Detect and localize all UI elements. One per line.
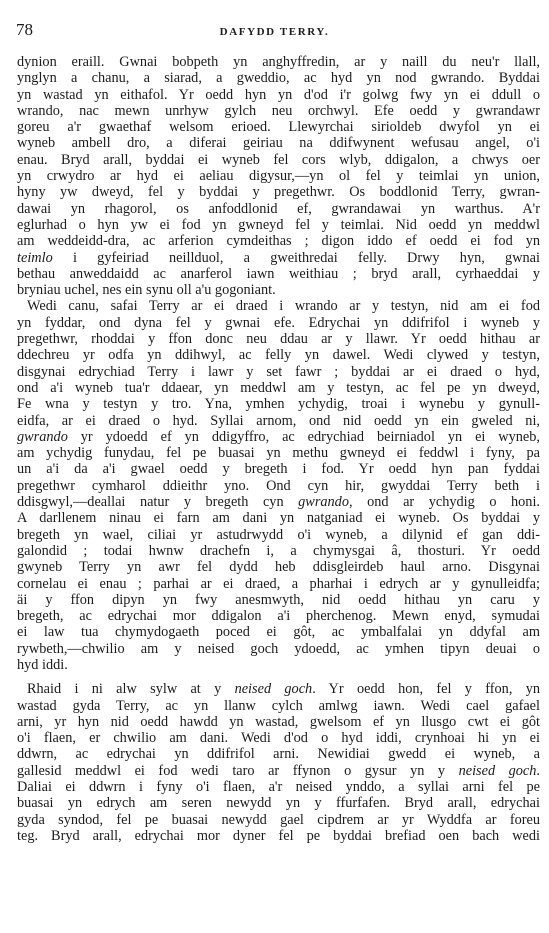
text-line: am ychydig funydau, fel pe buasai yn methu gwneyd ei feddwl i fyny, pa [17, 445, 540, 462]
text-line: cornelau ei enau ; parhai ar ei draed, a pharhai i edrych ar y gynulleidfa; [17, 575, 540, 592]
paragraph-gap [17, 673, 540, 681]
text-line: un a'i da a'i gwael oedd y bregeth i fod. Yr oedd hyn pan fyddai [17, 461, 540, 478]
text-line: Wedi canu, safai Terry ar ei draed i wrando ar y testyn, nid am ei fod [27, 298, 540, 315]
text-line: rywbeth,—chwilio am y neised goch ydoedd, ac ymhen tipyn deuai o [17, 640, 540, 657]
text-line: disgynai edrychiad Terry i lawr y set fawr ; byddai ar ei draed o hyd, [17, 363, 540, 380]
text-line: am weddeidd-dra, ac arferion cymdeithas ; digon iddo ef oedd ei fod yn [17, 233, 540, 250]
running-head: DAFYDD TERRY. [219, 26, 330, 38]
text-line: wastad gyda Terry, ac yn llanw cylch amlwg iawn. Wedi cael gafael [17, 697, 540, 714]
text-line: ond a'i wyneb tua'r ddaear, yn meddwl am y testyn, ac fel pe yn dweyd, [17, 379, 540, 396]
text-line: ddechreu yr odfa yn ddihwyl, ac felly yn dawel. Wedi clywed y testyn, [17, 347, 540, 364]
text-line: o'i flaen, er chwilio am dani. Wedi d'od o hyd iddi, crynhoai hi yn ei [17, 730, 540, 747]
text-line: Rhaid i ni alw sylw at y neised goch. Yr oedd hon, fel y ffon, yn [27, 681, 540, 698]
text-line: äi y ffon dipyn yn fwy anesmwyth, nid oedd hithau yn caru y [17, 591, 540, 608]
text-line: arni, yr hyn nid oedd hawdd yn wastad, gwelsom ef yn llusgo cwt ei gôt [17, 713, 540, 730]
text-line: teimlo i gyfeiriad neillduol, a gweithredai felly. Drwy hyn, gwnai [17, 249, 540, 266]
text-line: enau. Bryd arall, byddai ei wyneb fel cors wlyb, ddigalon, a chwys oer [17, 151, 540, 168]
text-line: buasai yn edrych am seren newydd yn y ffurfafen. Bryd arall, edrychai [17, 795, 540, 812]
text-line: ddisgwyl,—deallai natur y bregeth cyn gwrando, ond ar ychydig o honi. [17, 494, 541, 511]
text-line: goreu a'r gwaethaf welsom erioed. Llewyrchai sirioldeb dwyfol yn ei [17, 119, 540, 136]
text-line: hyd iddi. [17, 656, 68, 673]
text-line: galondid ; todai hwnw drachefn i, a chymysgai â, thosturi. Yr oedd [17, 542, 540, 559]
text-line: yn wastad yn eithafol. Yr oedd hyn yn d'od i'r golwg fwy yn ei ddull o [17, 86, 540, 103]
text-line: bregeth, ac edrychai mor ddigalon a'i pherchenog. Mewn enyd, symudai [17, 608, 540, 625]
paragraph [17, 681, 540, 844]
text-line: ynglyn a chanu, a siarad, a gweddio, ac hyd yn nod gwrando. Byddai [17, 70, 540, 87]
text-line: pregethwr, rhoddai y ffon donc neu ddau ar y llawr. Yr oedd hithau ar [17, 331, 540, 348]
text-line: eglurhad o hyn yw ei fod yn gwneyd fel y teimlai. Nid oedd yn meddwl [17, 216, 540, 233]
text-line: wrando, nac mewn unrhyw gylch neu orchwyl. Efe oedd y gwrandawr [17, 102, 540, 119]
text-line: yn fyddar, ond dyna fel y gwnai efe. Edrychai yn ddifrifol i wyneb y [17, 314, 540, 331]
text-line: gallesid meddwl ei fod wedi taro ar ffynon o gysur yn y neised goch. [17, 762, 540, 779]
text-line: dawai yn rhagorol, os anfoddlonid ef, gwrandawai yn warthus. A'r [17, 200, 540, 217]
page-number: 78 [16, 20, 33, 39]
text-line: yn crwydro ar hyd ei aeliau digysur,—yn ol fel y teimlai yn union, [17, 168, 540, 185]
text-line: gyda syndod, fel pe buasai newydd gael cipdrem ar yr Wyddfa ar foreu [17, 811, 540, 828]
text-line: gwyneb Terry yn awr fel dydd heb ddisgleirdeb haul arno. Disgynai [17, 559, 540, 576]
text-line: ei law tua chymydogaeth poced ei gôt, ac ymbalfalai yn ddyfal am [17, 624, 540, 641]
text-line: Daliai ei ddwrn i fyny o'i flaen, a'r neised ynddo, a syllai arni fel pe [17, 779, 540, 796]
text-line: pregethwr cymharol ddieithr yno. Ond cyn hir, gwyddai Terry beth i [17, 477, 540, 494]
text-line: bryniau uchel, nes ein synu oll a'u gogoniant. [17, 282, 276, 299]
text-line: Fe wna y testyn y tro. Yna, ymhen ychydig, troai i wynebu y gynull- [17, 396, 540, 413]
text-line: A darllenem ninau ei farn am dani yn natganiad ei wyneb. Os byddai y [17, 510, 540, 527]
text-line: bethau anweddaidd ac anarferol iawn weithiau ; bryd arall, cyrhaeddai y [17, 265, 540, 282]
text-line: hyny yw dweyd, fel y byddai y pregethwr. Os boddlonid Terry, gwran- [17, 184, 540, 201]
text-line: gwrando yr ydoedd ef yn ddigyffro, ac edrychiad beirniadol yn ei wyneb, [17, 428, 540, 445]
text-line: dynion eraill. Gwnai bobpeth yn anghyffredin, ar y naill du neu'r llall, [17, 54, 540, 70]
body-text [17, 54, 540, 844]
text-line: ddwrn, ac edrychai yn ddifrifol arni. Newidiai gwedd ei wyneb, a [17, 746, 540, 763]
text-line: teg. Bryd arall, edrychai mor dyner fel pe byddai brefiad oen bach wedi [17, 827, 540, 844]
text-line: wyneb ambell dro, a diferai geiriau na ddifwynent wefusau angel, o'i [17, 135, 540, 152]
paragraph [17, 298, 540, 673]
text-line: eidfa, ar ei draed o hyd. Syllai arnom, ond nid oedd yn ein gweled ni, [17, 412, 540, 429]
text-line: bregeth yn wael, ciliai yr astudrwydd o'i wyneb, a dilynid ef gan ddi- [17, 526, 540, 543]
paragraph [17, 54, 540, 298]
